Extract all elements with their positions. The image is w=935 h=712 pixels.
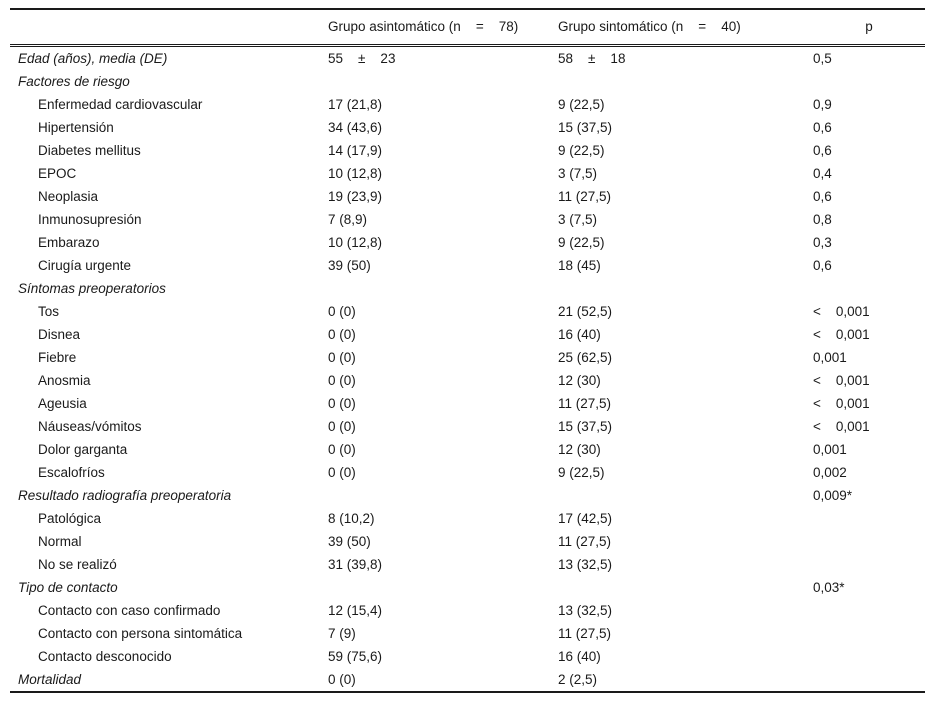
cell-asymptomatic-value: 39 (50) [328,258,371,273]
cell-asymptomatic-value: 0 (0) [328,327,356,342]
row-label: Contacto con caso confirmado [38,603,221,618]
row-label: Resultado radiografía preoperatoria [18,488,232,503]
table-row [10,576,925,599]
cell-asymptomatic-value [328,277,558,300]
table-row [10,231,925,254]
cell-p-value: < 0,001 [813,396,870,411]
cell-asymptomatic-value [328,70,558,93]
cell-asymptomatic-value: 17 (21,8) [328,97,383,112]
cell-p-value [813,70,925,93]
table-row [10,461,925,484]
cell-p-value: 0,6 [813,143,832,158]
table-row [10,369,925,392]
table-row [10,622,925,645]
cell-symptomatic-value: 25 (62,5) [558,350,613,365]
row-label: Síntomas preoperatorios [18,281,166,296]
cell-symptomatic-value: 15 (37,5) [558,120,613,135]
cell-asymptomatic-value [328,484,558,507]
cell-asymptomatic-value: 34 (43,6) [328,120,383,135]
table-row [10,70,925,93]
cell-symptomatic-value [558,277,813,300]
table-row [10,139,925,162]
row-label: No se realizó [38,557,117,572]
table-row [10,438,925,461]
table-row [10,277,925,300]
cell-asymptomatic-value: 0 (0) [328,672,356,687]
cell-asymptomatic-value: 14 (17,9) [328,143,383,158]
cell-p-value: 0,8 [813,212,832,227]
cell-p-value: < 0,001 [813,419,870,434]
row-label: Enfermedad cardiovascular [38,97,203,112]
cell-p-value: 0,4 [813,166,832,181]
row-label: Disnea [38,327,81,342]
cell-asymptomatic-value: 59 (75,6) [328,649,383,664]
cell-symptomatic-value: 9 (22,5) [558,143,605,158]
cell-asymptomatic-value: 7 (8,9) [328,212,368,227]
cell-asymptomatic-value: 0 (0) [328,396,356,411]
table-row [10,599,925,622]
cell-symptomatic-value: 9 (22,5) [558,97,605,112]
cell-p-value: 0,6 [813,120,832,135]
cell-symptomatic-value: 21 (52,5) [558,304,613,319]
cell-p-value: 0,6 [813,189,832,204]
table-row [10,162,925,185]
table-row [10,507,925,530]
cell-symptomatic-value: 16 (40) [558,649,601,664]
cell-p-value: < 0,001 [813,304,870,319]
cell-symptomatic-value: 11 (27,5) [558,626,612,641]
cell-symptomatic-value: 13 (32,5) [558,557,613,572]
cell-symptomatic-value: 9 (22,5) [558,235,605,250]
cell-p-value [813,553,925,576]
row-label: Náuseas/vómitos [38,419,142,434]
cell-asymptomatic-value: 55 ± 23 [328,51,396,66]
cell-asymptomatic-value: 0 (0) [328,442,356,457]
cell-p-value: < 0,001 [813,373,870,388]
row-label: Normal [38,534,82,549]
cell-symptomatic-value [558,70,813,93]
row-label: Ageusia [38,396,87,411]
row-label: Tos [38,304,60,319]
cell-p-value: 0,009* [813,488,853,503]
cell-p-value: 0,6 [813,258,832,273]
table-row [10,46,925,71]
table-row [10,668,925,692]
column-header-symptomatic-group: Grupo sintomático (n = 40) [558,9,813,46]
row-label: Anosmia [38,373,91,388]
cell-symptomatic-value: 11 (27,5) [558,189,612,204]
column-header-p-value: p [813,9,925,46]
cell-asymptomatic-value: 0 (0) [328,465,356,480]
row-label: Embarazo [38,235,100,250]
results-table [10,8,925,693]
cell-asymptomatic-value: 8 (10,2) [328,511,375,526]
table-row [10,415,925,438]
row-label: Contacto desconocido [38,649,172,664]
row-label: EPOC [38,166,77,181]
cell-p-value [813,507,925,530]
cell-p-value [813,645,925,668]
cell-symptomatic-value: 3 (7,5) [558,212,598,227]
table-row [10,116,925,139]
cell-p-value: 0,5 [813,51,832,66]
cell-p-value: 0,03* [813,580,845,595]
row-label: Patológica [38,511,102,526]
table-header-row [10,9,925,46]
row-label: Cirugía urgente [38,258,132,273]
column-header-empty [10,9,328,46]
cell-p-value [813,668,925,692]
cell-asymptomatic-value: 7 (9) [328,626,356,641]
table-row [10,484,925,507]
cell-p-value [813,622,925,645]
table-row [10,346,925,369]
cell-p-value [813,530,925,553]
table-row [10,645,925,668]
cell-p-value: 0,001 [813,350,847,365]
row-label: Dolor garganta [38,442,128,457]
cell-symptomatic-value: 12 (30) [558,442,601,457]
row-label: Diabetes mellitus [38,143,141,158]
cell-asymptomatic-value: 39 (50) [328,534,371,549]
cell-symptomatic-value: 2 (2,5) [558,672,598,687]
table-row [10,553,925,576]
cell-symptomatic-value: 3 (7,5) [558,166,598,181]
cell-asymptomatic-value: 19 (23,9) [328,189,383,204]
cell-asymptomatic-value: 31 (39,8) [328,557,383,572]
table-row [10,93,925,116]
table-row [10,185,925,208]
row-label: Fiebre [38,350,77,365]
cell-p-value: < 0,001 [813,327,870,342]
row-label: Escalofríos [38,465,105,480]
cell-asymptomatic-value: 0 (0) [328,304,356,319]
row-label: Hipertensión [38,120,114,135]
cell-asymptomatic-value: 12 (15,4) [328,603,383,618]
cell-symptomatic-value: 58 ± 18 [558,51,626,66]
cell-p-value: 0,001 [813,442,847,457]
cell-p-value: 0,9 [813,97,832,112]
table-row [10,323,925,346]
cell-asymptomatic-value: 0 (0) [328,419,356,434]
cell-asymptomatic-value [328,576,558,599]
cell-symptomatic-value: 12 (30) [558,373,601,388]
row-label: Mortalidad [18,672,82,687]
table-row [10,254,925,277]
cell-symptomatic-value: 11 (27,5) [558,534,612,549]
row-label: Neoplasia [38,189,99,204]
row-label: Tipo de contacto [18,580,118,595]
table-row [10,530,925,553]
row-label: Edad (años), media (DE) [18,51,168,66]
cell-p-value [813,599,925,622]
cell-symptomatic-value [558,576,813,599]
table-header [10,9,925,46]
cell-symptomatic-value: 11 (27,5) [558,396,612,411]
cell-asymptomatic-value: 10 (12,8) [328,235,383,250]
cell-symptomatic-value: 15 (37,5) [558,419,613,434]
table-row [10,208,925,231]
row-label: Inmunosupresión [38,212,142,227]
cell-symptomatic-value: 13 (32,5) [558,603,613,618]
cell-symptomatic-value: 16 (40) [558,327,601,342]
cell-asymptomatic-value: 0 (0) [328,350,356,365]
cell-symptomatic-value: 9 (22,5) [558,465,605,480]
column-header-asymptomatic-group: Grupo asintomático (n = 78) [328,9,558,46]
row-label: Contacto con persona sintomática [38,626,243,641]
cell-asymptomatic-value: 0 (0) [328,373,356,388]
row-label: Factores de riesgo [18,74,130,89]
cell-p-value: 0,3 [813,235,832,250]
table-row [10,300,925,323]
table-row [10,392,925,415]
cell-asymptomatic-value: 10 (12,8) [328,166,383,181]
table-body [10,46,925,693]
cell-symptomatic-value: 17 (42,5) [558,511,613,526]
cell-p-value [813,277,925,300]
cell-symptomatic-value: 18 (45) [558,258,601,273]
cell-p-value: 0,002 [813,465,847,480]
cell-symptomatic-value [558,484,813,507]
